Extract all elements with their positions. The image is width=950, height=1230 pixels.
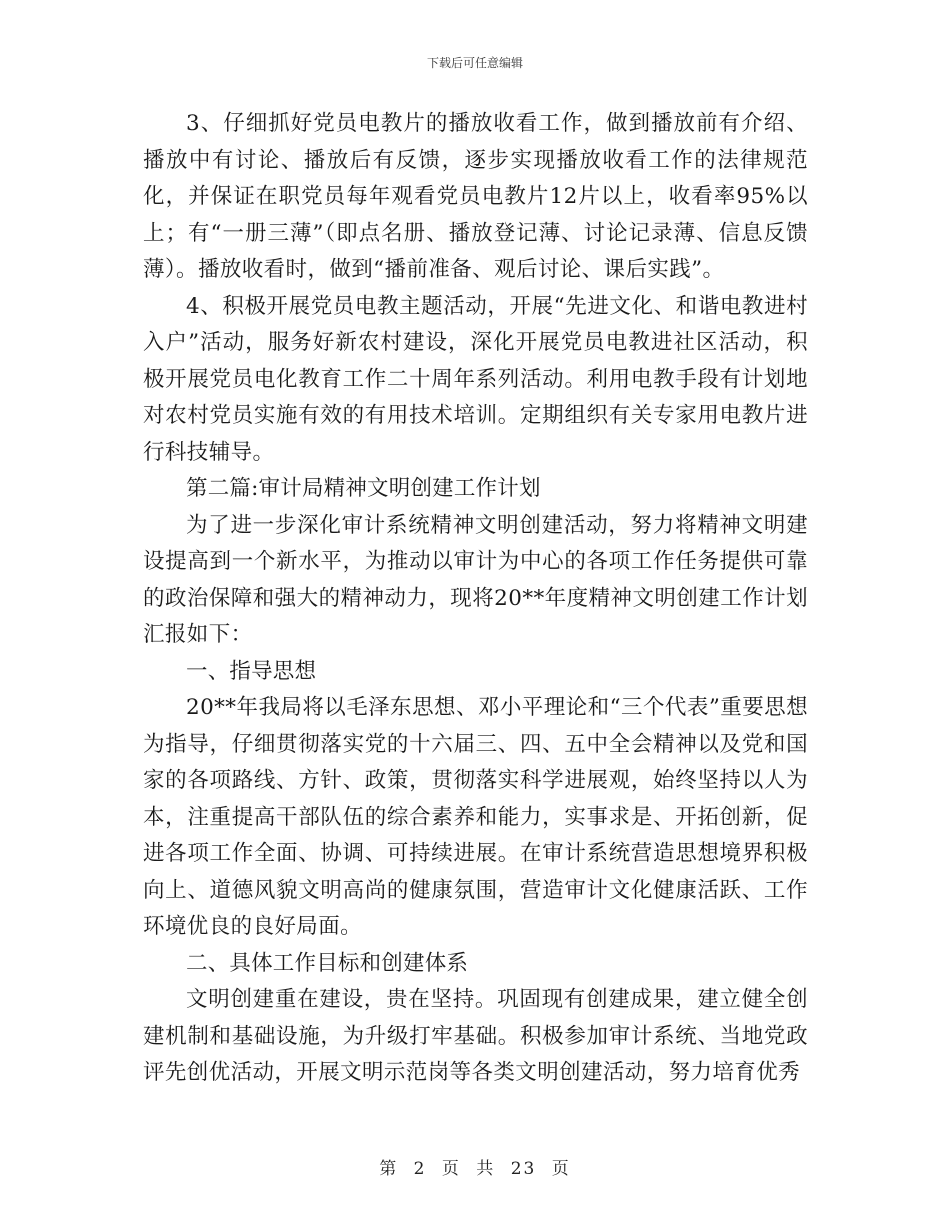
heading-guiding-ideology: 一、指导思想	[186, 658, 317, 684]
document-body	[143, 106, 808, 1092]
page-footer	[0, 1154, 950, 1179]
page-header: 下载后可任意编辑	[426, 56, 523, 70]
footer-label-page: 第	[379, 1159, 399, 1179]
footer-current-page: 2	[413, 1159, 427, 1179]
guiding-ideology-paragraph: 20**年我局将以毛泽东思想、邓小平理论和“三个代表”重要思想为指导，仔细贯彻落实党的十六届三、四、五中全会精神以及党和国家的各项路线、方针、政策，贯彻落实科学进展观，始终坚持以人为本，注重提高干部队伍的综合素养和能力，实事求是、开拓创新，促进各项工作全面、协调、可持续进展。在审计系统营造思想境界积极向上、道德风貌文明高尚的健康氛围，营造审计文化健康活跃、工作环境优良的良好局面。	[143, 695, 808, 939]
footer-total-pages: 23	[510, 1159, 537, 1179]
paragraph-item-3: 3、仔细抓好党员电教片的播放收看工作，做到播放前有介绍、播放中有讨论、播放后有反馈，逐步实现播放收看工作的法律规范化，并保证在职党员每年观看党员电教片12片以上，收看率95%以上；有“一册三薄”（即点名册、播放登记薄、讨论记录薄、信息反馈薄）。播放收看时，做到“播前准备、观后讨论、课后实践”。	[143, 111, 808, 282]
work-goals-paragraph: 文明创建重在建设，贵在坚持。巩固现有创建成果，建立健全创建机制和基础设施，为升级打牢基础。积极参加审计系统、当地党政评先创优活动，开展文明示范岗等各类文明创建活动，努力培育优秀	[143, 987, 808, 1085]
footer-label-total: 共	[476, 1159, 496, 1179]
footer-label-unit: 页	[441, 1159, 461, 1179]
heading-work-goals: 二、具体工作目标和创建体系	[186, 950, 469, 976]
paragraph-item-4: 4、积极开展党员电教主题活动，开展“先进文化、和谐电教进村入户”活动，服务好新农村建设，深化开展党员电教进社区活动，积极开展党员电化教育工作二十周年系列活动。利用电教手段有计划地对农村党员实施有效的有用技术培训。定期组织有关专家用电教片进行科技辅导。	[143, 293, 808, 465]
section-title: 第二篇:审计局精神文明创建工作计划	[186, 476, 541, 501]
intro-paragraph: 为了进一步深化审计系统精神文明创建活动，努力将精神文明建设提高到一个新水平，为推动以审计为中心的各项工作任务提供可靠的政治保障和强大的精神动力，现将20**年度精神文明创建工作计划汇报如下：	[143, 512, 808, 647]
footer-label-unit2: 页	[551, 1159, 571, 1179]
